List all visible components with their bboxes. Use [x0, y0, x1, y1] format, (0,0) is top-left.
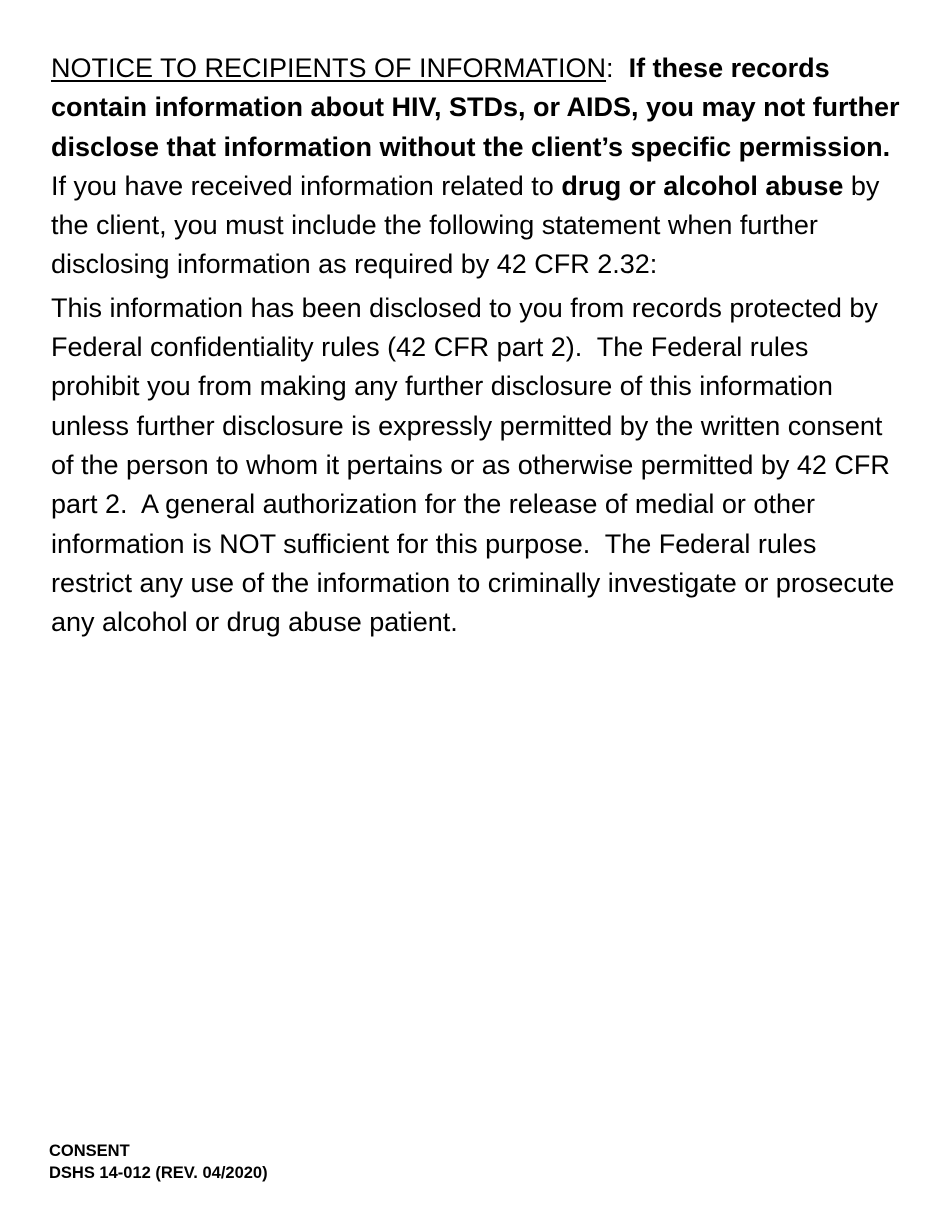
- notice-heading-colon: :: [606, 53, 614, 83]
- notice-bold-statement: If these records contain information about HIV, STDs, or AIDS, you may not further disclose that information without the client’s specific permission.: [51, 53, 900, 162]
- notice-text-after: by the client, you must include the following statement when further disclosing information as required by 42 CFR 2.32:: [51, 170, 880, 280]
- notice-paragraph: [51, 49, 901, 285]
- form-title: CONSENT: [49, 1142, 130, 1160]
- document-body: [51, 49, 901, 642]
- form-number: DSHS 14-012 (REV. 04/2020): [49, 1164, 268, 1182]
- notice-bold-phrase: drug or alcohol abuse: [561, 170, 844, 201]
- notice-heading: NOTICE TO RECIPIENTS OF INFORMATION: [51, 53, 607, 83]
- form-footer: [49, 1140, 268, 1184]
- confidentiality-statement: This information has been disclosed to you from records protected by Federal confidentiality rules (42 CFR part 2). The Federal rules prohibit you from making any further disclosure of this information unless further disclosure is expressly permitted by the written consent of the person to whom it pertains or as otherwise permitted by 42 CFR part 2. A general authorization for the release of medial or other information is NOT sufficient for this purpose. The Federal rules restrict any use of the information to criminally investigate or prosecute any alcohol or drug abuse patient.: [51, 292, 902, 638]
- notice-text-before: If you have received information related to: [51, 170, 554, 201]
